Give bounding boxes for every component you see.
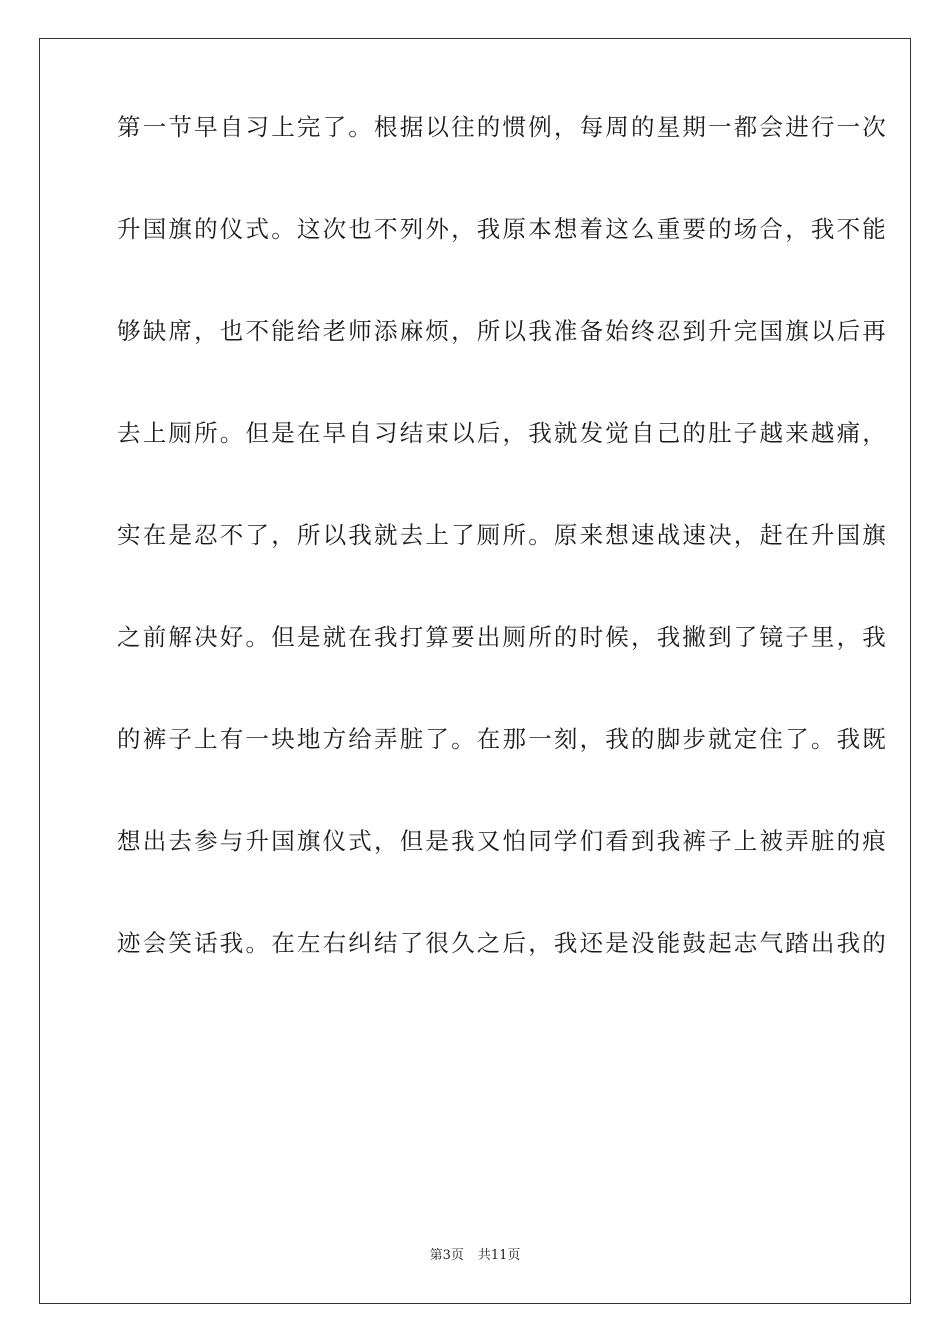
text-line: 第一节早自习上完了。根据以往的惯例，每周的星期一都会进行一次 (117, 113, 888, 141)
text-line: 的裤子上有一块地方给弄脏了。在那一刻，我的脚步就定住了。我既 (117, 725, 888, 753)
text-line: 迹会笑话我。在左右纠结了很久之后，我还是没能鼓起志气踏出我的 (117, 929, 888, 957)
text-line: 之前解决好。但是就在我打算要出厕所的时候，我撇到了镜子里，我 (117, 623, 888, 651)
text-line: 升国旗的仪式。这次也不列外，我原本想着这么重要的场合，我不能 (117, 215, 888, 243)
page-number: 第3页 (429, 1248, 464, 1263)
page-footer (0, 1246, 950, 1266)
text-line: 够缺席，也不能给老师添麻烦，所以我准备始终忍到升完国旗以后再 (117, 317, 888, 345)
total-pages: 共11页 (477, 1248, 521, 1263)
text-line: 想出去参与升国旗仪式，但是我又怕同学们看到我裤子上被弄脏的痕 (117, 827, 888, 855)
text-line: 实在是忍不了，所以我就去上了厕所。原来想速战速决，赶在升国旗 (117, 521, 888, 549)
text-line: 去上厕所。但是在早自习结束以后，我就发觉自己的肚子越来越痛， (117, 419, 888, 447)
document-body (117, 113, 888, 1045)
